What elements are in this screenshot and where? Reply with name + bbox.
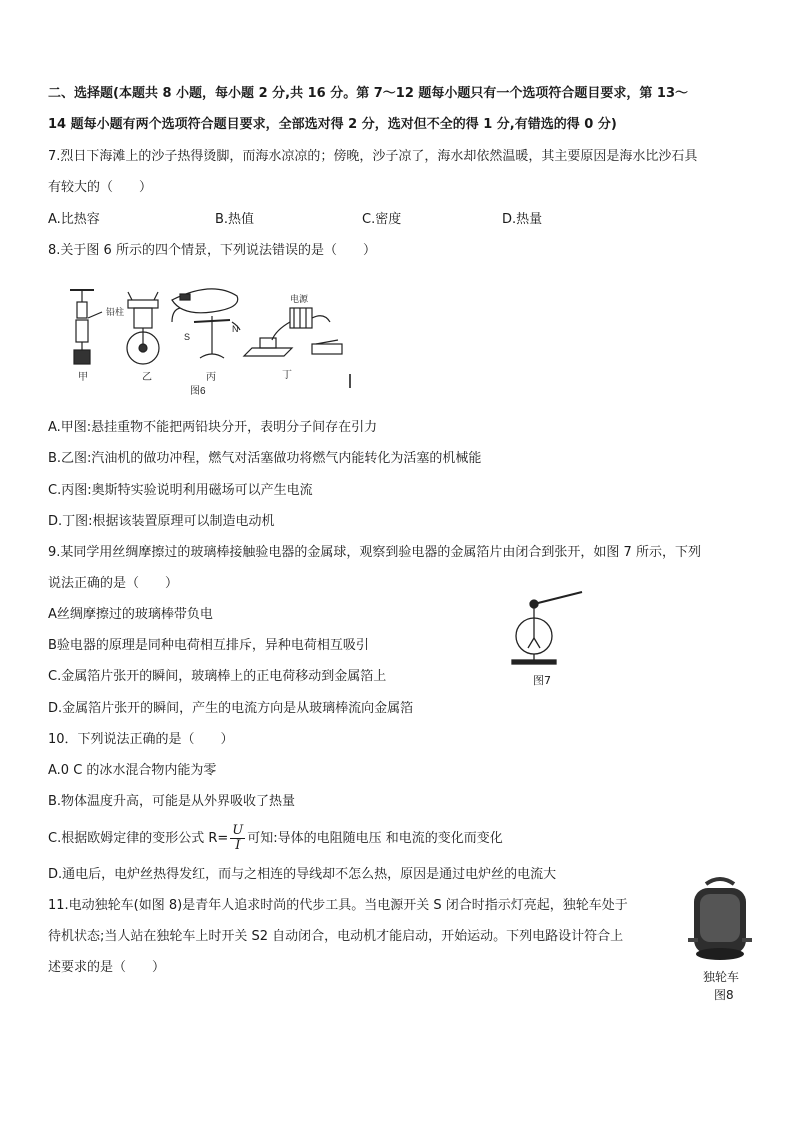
- q10-stem: 10．下列说法正确的是（ ）: [48, 732, 234, 747]
- q10-option-b: B.物体温度升高，可能是从外界吸收了热量: [48, 794, 296, 809]
- q7-option-d: D.热量: [502, 212, 543, 227]
- figure-6-label-ding: 丁: [282, 370, 292, 381]
- q10-option-c-prefix: C.根据欧姆定律的变形公式 R=: [48, 831, 229, 846]
- fraction-denominator: I: [235, 838, 241, 853]
- fraction-numerator: U: [232, 823, 244, 838]
- q9-option-b: B验电器的原理是同种电荷相互排斥，异种电荷相互吸引: [48, 638, 369, 653]
- figure-6-caption: 图6: [190, 386, 206, 397]
- figure-6: [62, 282, 362, 402]
- figure-8-unicycle: [684, 876, 756, 966]
- q7-option-a: A.比热容: [48, 212, 100, 227]
- figure-8-name: 独轮车: [703, 970, 740, 984]
- figure-7-electroscope: [500, 590, 590, 670]
- figure-6-lead-label: 铅柱: [106, 307, 125, 317]
- q8-stem: 8.关于图 6 所示的四个情景，下列说法错误的是（ ）: [48, 243, 376, 258]
- figure-6-n-label: N: [232, 324, 239, 334]
- ohm-fraction: [230, 824, 245, 853]
- q11-stem-line2: 待机状态;当人站在独轮车上时开关 S2 自动闭合，电动机才能启动，开始运动。下列电路设计符合上: [48, 929, 624, 944]
- q7-option-b: B.热值: [215, 212, 255, 227]
- q7-stem-line2: 有较大的（ ）: [48, 180, 153, 195]
- q8-option-d: D.丁图:根据该装置原理可以制造电动机: [48, 514, 275, 529]
- section-heading-line1: 二、选择题(本题共 8 小题，每小题 2 分,共 16 分。第 7～12 题每小题只有一个选项符合题目要求，第 13～: [48, 86, 689, 101]
- q9-option-d: D.金属箔片张开的瞬间，产生的电流方向是从玻璃棒流向金属箔: [48, 701, 414, 716]
- figure-6-label-bing: 丙: [206, 372, 216, 383]
- q9-stem-line1: 9.某同学用丝绸摩擦过的玻璃棒接触验电器的金属球，观察到验电器的金属箔片由闭合到张开，如图 7 所示，下列: [48, 545, 701, 560]
- q10-option-a: A.0 C 的冰水混合物内能为零: [48, 763, 217, 778]
- figure-6-power-label: 电源: [290, 294, 309, 304]
- q11-stem-line1: 11.电动独轮车(如图 8)是青年人追求时尚的代步工具。当电源开关 S 闭合时指示灯亮起，独轮车处于: [48, 898, 628, 913]
- figure-8-caption: 图8: [714, 988, 734, 1002]
- q8-option-a: A.甲图:悬挂重物不能把两铅块分开，表明分子间存在引力: [48, 420, 378, 435]
- figure-6-label-jia: 甲: [78, 372, 88, 383]
- q11-stem-line3: 述要求的是（ ）: [48, 960, 166, 975]
- q8-option-b: B.乙图:汽油机的做功冲程，燃气对活塞做功将燃气内能转化为活塞的机械能: [48, 451, 482, 466]
- q10-option-d: D.通电后，电炉丝热得发红，而与之相连的导线却不怎么热，原因是通过电炉丝的电流大: [48, 867, 557, 882]
- q10-option-c-suffix: 可知:导体的电阻随电压 和电流的变化而变化: [247, 831, 503, 846]
- q7-option-c: C.密度: [362, 212, 402, 227]
- q8-option-c: C.丙图:奥斯特实验说明利用磁场可以产生电流: [48, 483, 313, 498]
- q7-stem-line1: 7.烈日下海滩上的沙子热得烫脚，而海水凉凉的；傍晚，沙子凉了，海水却依然温暖，其主要原因是海水比沙石具: [48, 149, 698, 164]
- q9-option-c: C.金属箔片张开的瞬间，玻璃棒上的正电荷移动到金属箔上: [48, 669, 387, 684]
- figure-6-label-yi: 乙: [142, 372, 152, 383]
- q9-option-a: A丝绸摩擦过的玻璃棒带负电: [48, 607, 213, 622]
- figure-7-caption: 图7: [533, 674, 551, 687]
- q10-option-c: [48, 824, 503, 853]
- q9-stem-line2: 说法正确的是（ ）: [48, 576, 179, 591]
- figure-6-s-label: S: [184, 332, 191, 342]
- section-heading-line2: 14 题每小题有两个选项符合题目要求，全部选对得 2 分，选对但不全的得 1 分,有错选的得 0 分): [48, 117, 617, 132]
